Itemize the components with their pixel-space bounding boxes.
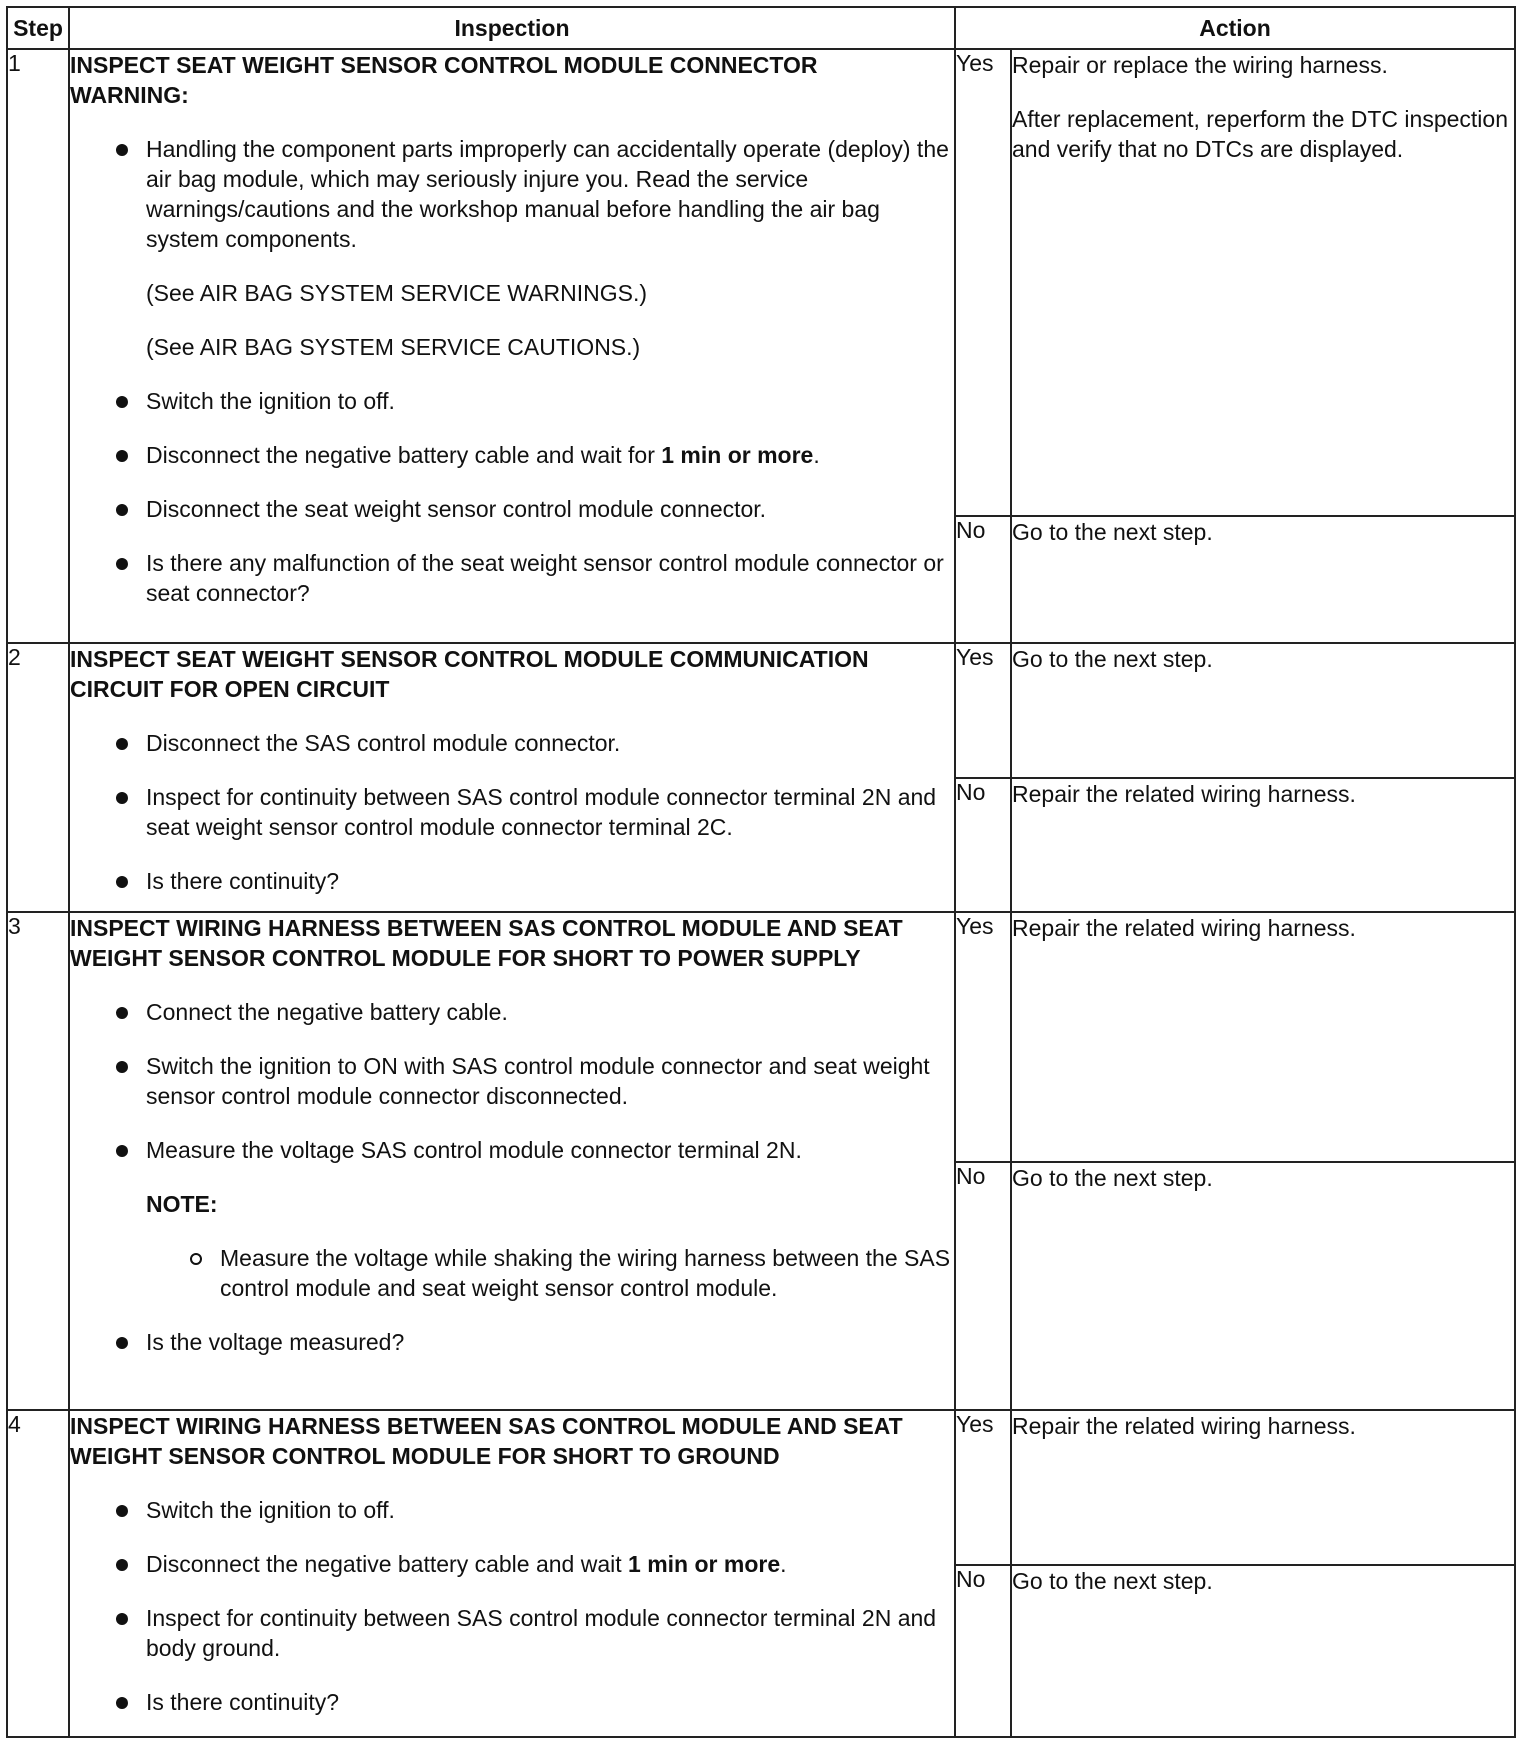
bullet-icon <box>116 1061 128 1073</box>
yes-action: Repair the related wiring harness. <box>1011 912 1515 1162</box>
no-label: No <box>955 1565 1011 1737</box>
list-item: Is there any malfunction of the seat weight sensor control module connector or seat connector? <box>70 548 954 608</box>
no-label: No <box>955 1162 1011 1410</box>
no-label: No <box>955 516 1011 643</box>
step-number: 2 <box>7 643 69 912</box>
list-item: Switch the ignition to off. <box>70 386 954 416</box>
circle-bullet-icon <box>190 1253 202 1265</box>
bullet-icon <box>116 1505 128 1517</box>
bullet-icon <box>116 1337 128 1349</box>
warning-label: WARNING: <box>70 82 189 109</box>
header-inspection: Inspection <box>69 7 955 49</box>
list-item: Switch the ignition to ON with SAS control module connector and seat weight sensor control module connector disconnected. <box>70 1051 954 1111</box>
list-item: Disconnect the SAS control module connector. <box>70 728 954 758</box>
bullet-icon <box>116 1613 128 1625</box>
bullet-icon <box>116 1697 128 1709</box>
list-item: Connect the negative battery cable. <box>70 997 954 1027</box>
step-title: INSPECT SEAT WEIGHT SENSOR CONTROL MODULE COMMUNICATION CIRCUIT FOR OPEN CIRCUIT <box>70 646 869 702</box>
bullet-icon <box>116 1145 128 1157</box>
step-title: INSPECT SEAT WEIGHT SENSOR CONTROL MODULE CONNECTOR <box>70 52 818 79</box>
bullet-icon <box>116 1007 128 1019</box>
list-item: Measure the voltage while shaking the wiring harness between the SAS control module and seat weight sensor control module. <box>70 1243 954 1303</box>
list-item: Handling the component parts improperly can accidentally operate (deploy) the air bag module, which may seriously injure you. Read the service warnings/cautions and the workshop manual before handling the air bag system components. <box>70 134 954 254</box>
no-action: Go to the next step. <box>1011 1565 1515 1737</box>
bullet-icon <box>116 144 128 156</box>
inspection-cell <box>69 912 955 1410</box>
bullet-icon <box>116 738 128 750</box>
see-reference: (See AIR BAG SYSTEM SERVICE WARNINGS.) <box>146 280 648 307</box>
yes-label: Yes <box>955 1410 1011 1565</box>
list-item: Is the voltage measured? <box>70 1327 954 1357</box>
dtc-inspection-sheet <box>6 6 1514 1738</box>
step-number: 4 <box>7 1410 69 1737</box>
bullet-icon <box>116 504 128 516</box>
yes-label: Yes <box>955 912 1011 1162</box>
table-header-row <box>7 7 1515 49</box>
bullet-icon <box>116 876 128 888</box>
inspection-cell <box>69 49 955 643</box>
header-action: Action <box>955 7 1515 49</box>
no-action: Go to the next step. <box>1011 1162 1515 1410</box>
inspection-cell <box>69 643 955 912</box>
list-item: Measure the voltage SAS control module connector terminal 2N. <box>70 1135 954 1165</box>
yes-action: Repair or replace the wiring harness. After replacement, reperform the DTC inspection and verify that no DTCs are displayed. <box>1011 49 1515 515</box>
step-number: 1 <box>7 49 69 643</box>
bullet-icon <box>116 1559 128 1571</box>
no-label: No <box>955 778 1011 913</box>
note-label: NOTE: <box>146 1191 218 1218</box>
bullet-icon <box>116 450 128 462</box>
inspection-cell <box>69 1410 955 1737</box>
table-row <box>7 643 1515 778</box>
no-action: Repair the related wiring harness. <box>1011 778 1515 913</box>
no-action: Go to the next step. <box>1011 516 1515 643</box>
header-step: Step <box>7 7 69 49</box>
list-item: Inspect for continuity between SAS control module connector terminal 2N and body ground. <box>70 1603 954 1663</box>
list-item: Switch the ignition to off. <box>70 1495 954 1525</box>
yes-action: Go to the next step. <box>1011 643 1515 778</box>
bullet-icon <box>116 396 128 408</box>
table-row <box>7 49 1515 515</box>
step-title: INSPECT WIRING HARNESS BETWEEN SAS CONTROL MODULE AND SEAT WEIGHT SENSOR CONTROL MODULE FOR SHORT TO GROUND <box>70 1413 903 1470</box>
yes-action: Repair the related wiring harness. <box>1011 1410 1515 1565</box>
list-item: Disconnect the negative battery cable and wait for 1 min or more. <box>70 440 954 470</box>
list-item: Is there continuity? <box>70 1687 954 1717</box>
list-item: Inspect for continuity between SAS control module connector terminal 2N and seat weight sensor control module connector terminal 2C. <box>70 782 954 842</box>
table-row <box>7 1410 1515 1565</box>
step-title: INSPECT WIRING HARNESS BETWEEN SAS CONTROL MODULE AND SEAT WEIGHT SENSOR CONTROL MODULE FOR SHORT TO POWER SUPPLY <box>70 915 903 972</box>
list-item: Disconnect the negative battery cable and wait 1 min or more. <box>70 1549 954 1579</box>
see-reference: (See AIR BAG SYSTEM SERVICE CAUTIONS.) <box>146 334 641 361</box>
step-number: 3 <box>7 912 69 1410</box>
yes-label: Yes <box>955 643 1011 778</box>
yes-label: Yes <box>955 49 1011 515</box>
bullet-icon <box>116 558 128 570</box>
list-item: Is there continuity? <box>70 866 954 896</box>
list-item: Disconnect the seat weight sensor control module connector. <box>70 494 954 524</box>
inspection-table <box>6 6 1516 1738</box>
table-row <box>7 912 1515 1162</box>
bullet-icon <box>116 792 128 804</box>
